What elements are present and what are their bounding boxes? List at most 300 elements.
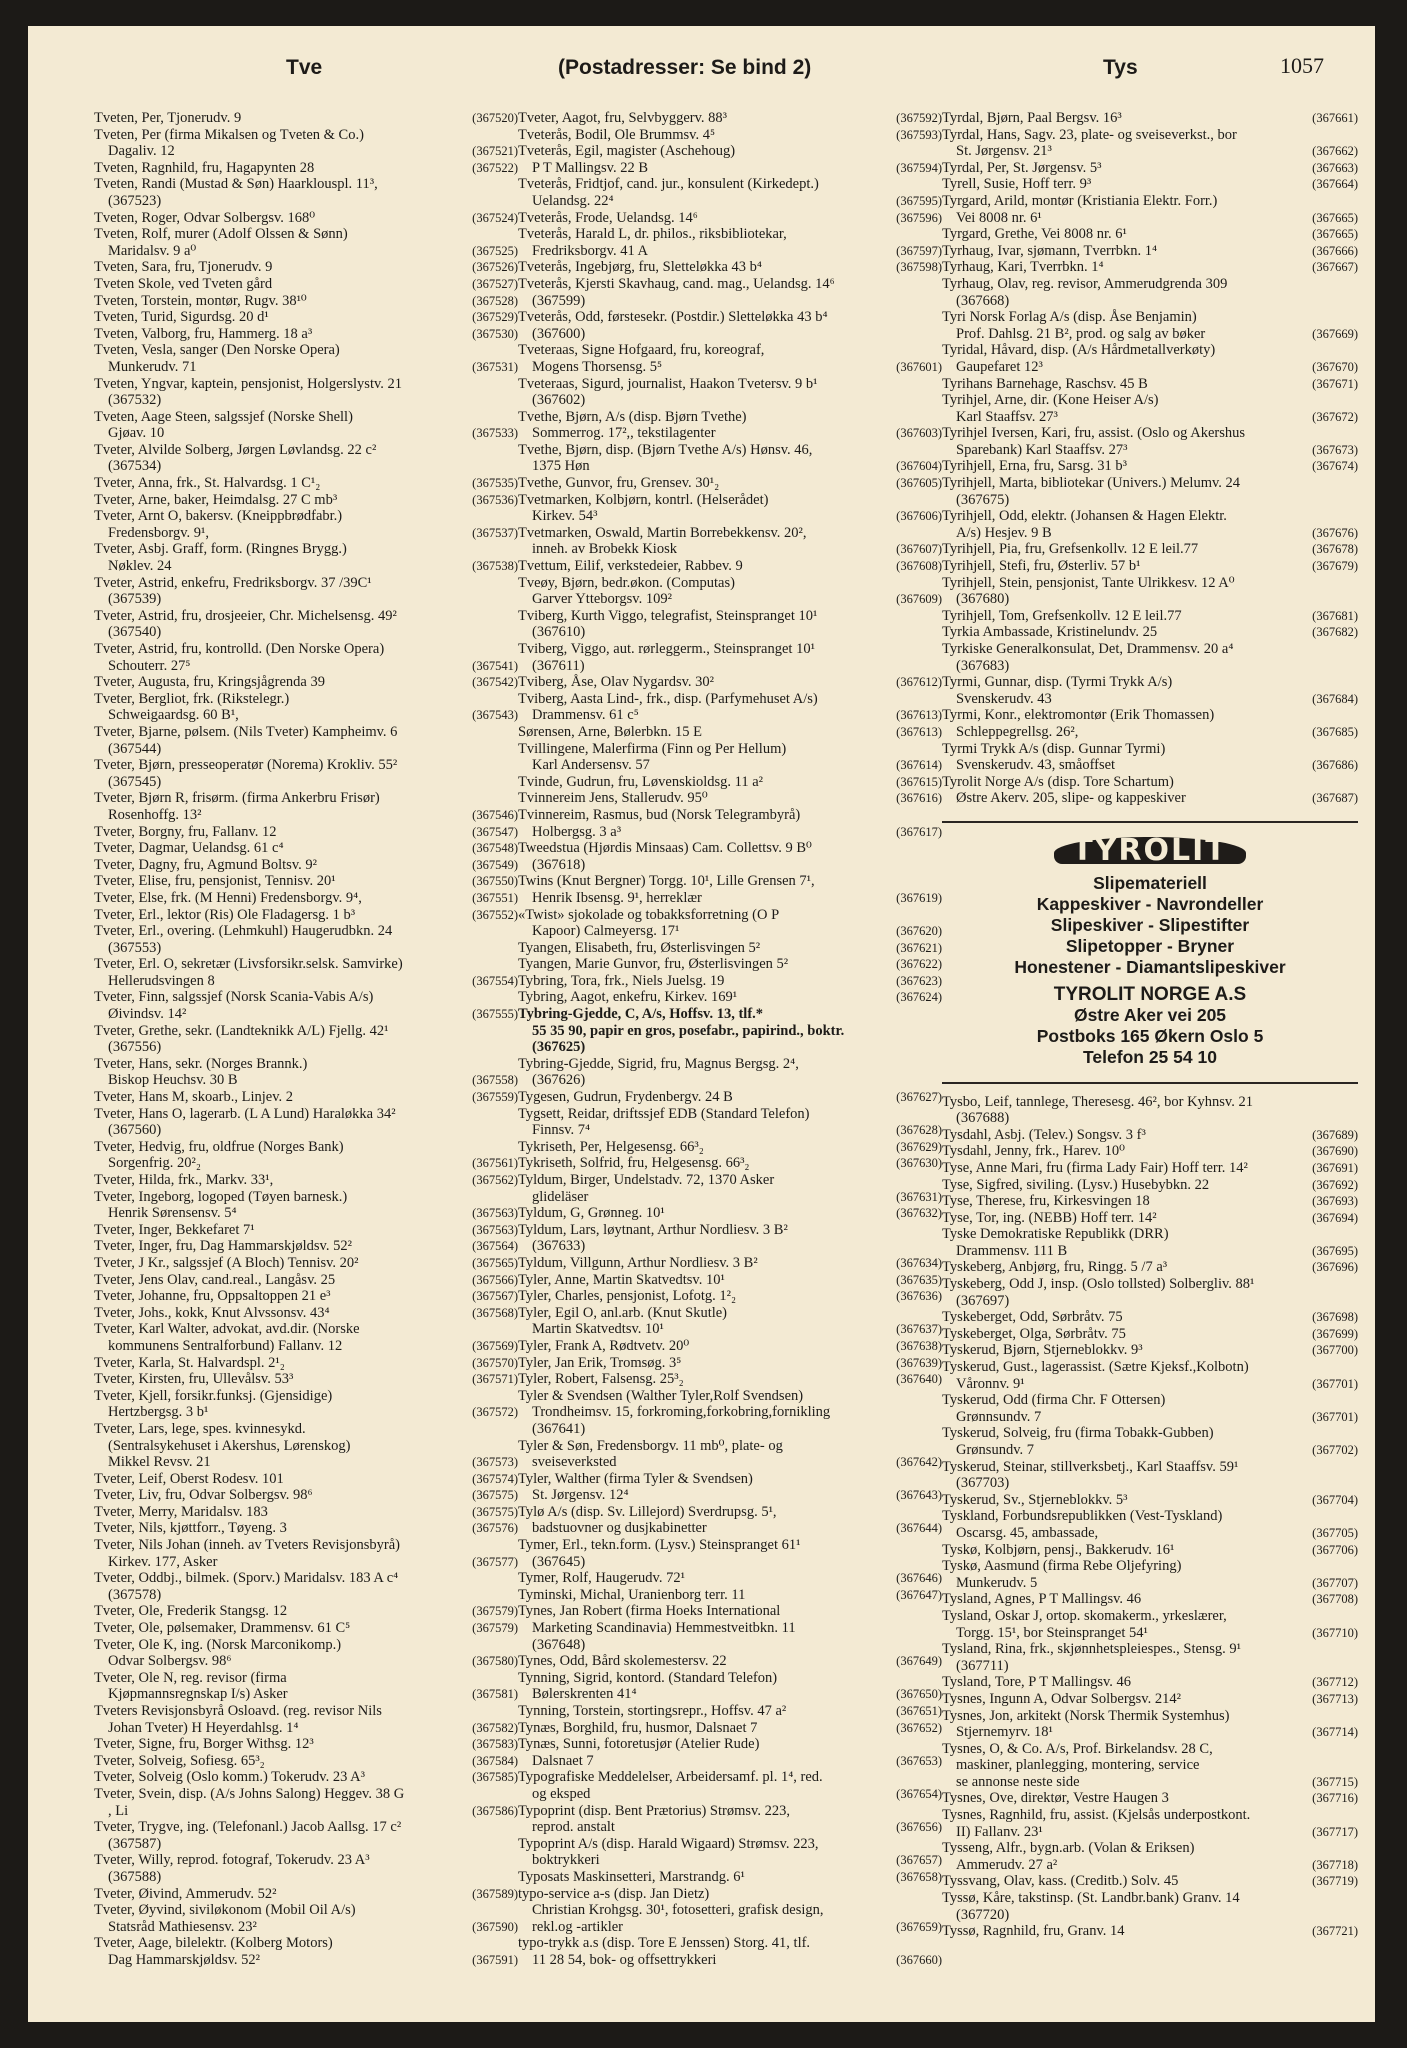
entry-line: Tyskerud, Steinar, stillverksbetj., Karl Staaffsv. 59¹ bbox=[942, 1458, 1239, 1475]
entry-line: Sparebank) Karl Staaffsv. 27³ bbox=[956, 441, 1128, 458]
entry-phone-number: (367613) bbox=[896, 708, 942, 723]
directory-entry bbox=[942, 1392, 1358, 1425]
entry-line: Tyskerud, Gust., lagerassist. (Sætre Kjeksf.,Kolbotn) bbox=[942, 1359, 1249, 1376]
directory-entry bbox=[94, 1736, 518, 1753]
ad-line: Honestener - Diamantslipeskiver bbox=[1014, 956, 1286, 977]
entry-line: Tyrmi Trykk A/s (disp. Gunnar Tyrmi) bbox=[942, 740, 1166, 757]
directory-entry bbox=[518, 1338, 942, 1355]
directory-entry bbox=[942, 1923, 1358, 1940]
entry-line: Tvethe, Gunvor, fru, Grensev. 30¹₂ bbox=[518, 475, 720, 492]
ad-address-line: Østre Aker vei 205 bbox=[1073, 1004, 1227, 1025]
directory-entry bbox=[942, 309, 1358, 342]
directory-entry bbox=[942, 276, 1358, 309]
entry-line: Dagaliv. 12 bbox=[108, 143, 175, 160]
entry-line: Tyse, Tor, ing. (NEBB) Hoff terr. 14² bbox=[942, 1209, 1157, 1226]
directory-entry bbox=[942, 624, 1358, 641]
directory-entry bbox=[518, 342, 942, 375]
entry-line: (367588) bbox=[108, 1868, 162, 1885]
directory-page bbox=[28, 26, 1375, 2022]
entry-line: (367539) bbox=[108, 591, 162, 608]
directory-entry bbox=[518, 409, 942, 442]
ad-line: Slipetopper - Bryner bbox=[1065, 935, 1235, 956]
directory-entry bbox=[518, 1272, 942, 1289]
directory-entry bbox=[94, 1321, 518, 1354]
entry-phone-number: (367567) bbox=[472, 1289, 518, 1304]
entry-line: Tveter, Borgny, fru, Fallanv. 12 bbox=[94, 823, 277, 840]
entry-phone-number: (367596) bbox=[896, 210, 942, 225]
directory-entry bbox=[94, 1023, 518, 1056]
directory-entry bbox=[942, 508, 1358, 541]
directory-entry bbox=[942, 1359, 1358, 1392]
directory-entry bbox=[518, 774, 942, 791]
entry-phone-number: (367528) bbox=[472, 293, 518, 308]
entry-phone-number: (367666) bbox=[1312, 243, 1358, 258]
entry-phone-number: (367579) bbox=[472, 1604, 518, 1619]
directory-entry bbox=[942, 458, 1358, 475]
entry-phone-number: (367671) bbox=[1312, 376, 1358, 391]
entry-line: Tveten, Sara, fru, Tjonerudv. 9 bbox=[94, 259, 273, 276]
entry-line: Tveten, Per (firma Mikalsen og Tveten & Co.) bbox=[94, 126, 364, 143]
directory-entry bbox=[518, 1172, 942, 1205]
entry-line: Tveten, Vesla, sanger (Den Norske Opera) bbox=[94, 342, 340, 359]
entry-line: Tysnes, Jon, arkitekt (Norsk Thermik Systemhus) bbox=[942, 1707, 1230, 1724]
entry-phone-number: (367667) bbox=[1312, 260, 1358, 275]
entry-line: (367599) bbox=[532, 292, 586, 309]
directory-entry bbox=[94, 475, 518, 492]
directory-entry bbox=[94, 1355, 518, 1372]
directory-entry bbox=[94, 1089, 518, 1106]
entry-phone-number: (367604) bbox=[896, 459, 942, 474]
directory-entry bbox=[518, 790, 942, 807]
entry-phone-number: (367699) bbox=[1312, 1326, 1358, 1341]
entry-line: Svenskerudv. 43, småoffset bbox=[956, 757, 1116, 774]
entry-line: Tynes, Jan Robert (firma Hoeks International bbox=[518, 1603, 781, 1620]
directory-entry bbox=[94, 127, 518, 160]
entry-phone-number: (367617) bbox=[896, 824, 942, 839]
directory-entry bbox=[94, 1520, 518, 1537]
entry-line: Tveter, Aage, bilelektr. (Kolberg Motors) bbox=[94, 1935, 333, 1952]
entry-line: «Twist» sjokolade og tobakksforretning (O P bbox=[518, 906, 780, 923]
entry-line: Tynæs, Borghild, fru, husmor, Dalsnaet 7 bbox=[518, 1719, 758, 1736]
entry-phone-number: (367573) bbox=[472, 1455, 518, 1470]
directory-entry bbox=[518, 1587, 942, 1604]
directory-entry bbox=[94, 1886, 518, 1903]
entry-phone-number: (367559) bbox=[472, 1090, 518, 1105]
directory-entry bbox=[518, 143, 942, 176]
entry-phone-number: (367550) bbox=[472, 874, 518, 889]
entry-line: Tyridal, Håvard, disp. (A/s Hårdmetallverkøty) bbox=[942, 342, 1216, 359]
entry-line: Tveter, Alvilde Solberg, Jørgen Løvlandsg. 22 c² bbox=[94, 441, 377, 458]
entry-phone-number: (367635) bbox=[896, 1272, 942, 1287]
entry-line: (367553) bbox=[108, 939, 162, 956]
entry-phone-number: (367583) bbox=[472, 1737, 518, 1752]
entry-line: Tyrmi, Gunnar, disp. (Tyrmi Trykk A/s) bbox=[942, 674, 1173, 691]
entry-line: Tyse, Sigfred, siviling. (Lysv.) Husebybkn. 22 bbox=[942, 1176, 1210, 1193]
entry-line: Tveter, Ole, Frederik Stangsg. 12 bbox=[94, 1603, 288, 1620]
directory-entry bbox=[942, 1160, 1358, 1177]
entry-phone-number: (367678) bbox=[1312, 542, 1358, 557]
entry-line: Garver Ytteborgsv. 109² bbox=[532, 591, 672, 608]
entry-line: Tveteraas, Signe Hofgaard, fru, koreograf, bbox=[518, 342, 765, 359]
entry-line: Tveter, Nils Johan (inneh. av Tveters Revisjonsbyrå) bbox=[94, 1537, 400, 1554]
entry-line: Tveter, Svein, disp. (A/s Johns Salong) Heggev. 38 G bbox=[94, 1785, 405, 1802]
entry-phone-number: (367719) bbox=[1312, 1874, 1358, 1889]
entry-phone-number: (367715) bbox=[1312, 1774, 1358, 1789]
directory-entry bbox=[94, 724, 518, 757]
directory-entry bbox=[942, 575, 1358, 608]
entry-line: Tveter, Erl. O, sekretær (Livsforsikr.selsk. Samvirke) bbox=[94, 956, 403, 973]
entry-line: Våronnv. 9¹ bbox=[956, 1375, 1025, 1392]
directory-entry bbox=[94, 575, 518, 608]
entry-line: Gaupefaret 12³ bbox=[956, 358, 1043, 375]
directory-entry bbox=[94, 1305, 518, 1322]
entry-line: Tveter, Hans M, skoarb., Linjev. 2 bbox=[94, 1089, 294, 1106]
entry-line: Tveter, Johanne, fru, Oppsaltoppen 21 e³ bbox=[94, 1288, 331, 1305]
entry-line: Tveter, Hans O, lagerarb. (L A Lund) Haraløkka 34² bbox=[94, 1105, 396, 1122]
entry-phone-number: (367603) bbox=[896, 426, 942, 441]
entry-line: Christian Krohgsg. 30¹, fotosetteri, grafisk design, bbox=[532, 1902, 824, 1919]
directory-entry bbox=[518, 973, 942, 990]
entry-line: Tveter, Oddbj., bilmek. (Sporv.) Maridalsv. 183 A c⁴ bbox=[94, 1570, 399, 1587]
entry-line: Kjøpmannsregnskap I/s) Asker bbox=[108, 1686, 288, 1703]
directory-entry bbox=[518, 442, 942, 475]
directory-entry bbox=[94, 1371, 518, 1388]
directory-entry bbox=[942, 1459, 1358, 1492]
entry-line: (367703) bbox=[956, 1475, 1010, 1492]
entry-line: Tvethe, Bjørn, disp. (Bjørn Tvethe A/s) Hønsv. 46, bbox=[518, 441, 813, 458]
entry-line: (367610) bbox=[532, 624, 586, 641]
directory-entry bbox=[942, 226, 1358, 243]
directory-entry bbox=[518, 940, 942, 957]
entry-line: , Li bbox=[108, 1802, 129, 1819]
entry-phone-number: (367632) bbox=[896, 1206, 942, 1221]
entry-line: Tveøy, Bjørn, bedr.økon. (Computas) bbox=[518, 574, 735, 591]
entry-phone-number: (367601) bbox=[896, 359, 942, 374]
entry-line: (367648) bbox=[532, 1636, 586, 1653]
entry-line: Karl Staaffsv. 27³ bbox=[956, 408, 1058, 425]
entry-phone-number: (367543) bbox=[472, 708, 518, 723]
directory-entry bbox=[518, 674, 942, 691]
entry-line: Tyler, Charles, pensjonist, Lofotg. 1²₂ bbox=[518, 1288, 737, 1305]
directory-entry bbox=[518, 840, 942, 873]
directory-entry bbox=[94, 326, 518, 343]
entry-line: se annonse neste side bbox=[956, 1773, 1080, 1790]
directory-entry bbox=[518, 1388, 942, 1438]
directory-entry bbox=[518, 1288, 942, 1305]
entry-phone-number: (367561) bbox=[472, 1156, 518, 1171]
entry-line: Tyskø, Kolbjørn, pensj., Bakkerudv. 16¹ bbox=[942, 1541, 1175, 1558]
entry-line: Øivindsv. 14² bbox=[108, 1006, 187, 1023]
entry-phone-number: (367613) bbox=[896, 724, 942, 739]
entry-line: Tveter, Kjell, forsikr.funksj. (Gjensidige) bbox=[94, 1387, 333, 1404]
directory-entry bbox=[94, 857, 518, 874]
entry-phone-number: (367530) bbox=[472, 326, 518, 341]
entry-phone-number: (367597) bbox=[896, 243, 942, 258]
entry-line: Tyske Demokratiske Republikk (DRR) bbox=[942, 1226, 1169, 1243]
entry-line: Tysnes, Ragnhild, fru, assist. (Kjelsås underpostkont. bbox=[942, 1807, 1251, 1824]
directory-entry bbox=[94, 1670, 518, 1703]
entry-line: Tyrdal, Per, St. Jørgensv. 5³ bbox=[942, 159, 1102, 176]
entry-line: Tveter, Inger, fru, Dag Hammarskjøldsv. 52² bbox=[94, 1238, 352, 1255]
directory-entry bbox=[942, 1542, 1358, 1559]
directory-entry bbox=[518, 1355, 942, 1372]
entry-line: Tveter, Johs., kokk, Knut Alvssonsv. 43⁴ bbox=[94, 1304, 330, 1321]
entry-phone-number: (367689) bbox=[1312, 1127, 1358, 1142]
entry-phone-number: (367712) bbox=[1312, 1675, 1358, 1690]
directory-entry bbox=[518, 1106, 942, 1139]
entry-line: Karl Andersensv. 57 bbox=[532, 757, 650, 774]
directory-entry bbox=[94, 226, 518, 259]
directory-entry bbox=[94, 492, 518, 509]
entry-phone-number: (367608) bbox=[896, 559, 942, 574]
entry-line: Finnsv. 7⁴ bbox=[532, 1122, 591, 1139]
entry-line: Tveter, Bjarne, pølsem. (Nils Tveter) Kampheimv. 6 bbox=[94, 723, 398, 740]
tyrolit-advertisement bbox=[942, 821, 1358, 1084]
directory-entry bbox=[94, 840, 518, 857]
page-header bbox=[28, 26, 1375, 86]
entry-phone-number: (367690) bbox=[1312, 1144, 1358, 1159]
entry-phone-number: (367591) bbox=[472, 1952, 518, 1967]
directory-entry bbox=[94, 674, 518, 691]
directory-entry bbox=[518, 226, 942, 259]
entry-line: Tveter, Solveig, Sofiesg. 65³₂ bbox=[94, 1752, 265, 1769]
entry-line: Grønsundv. 7 bbox=[956, 1442, 1035, 1458]
directory-entry bbox=[518, 276, 942, 309]
entry-phone-number: (367656) bbox=[896, 1820, 942, 1835]
entry-line: Tveter, J Kr., salgssjef (A Bloch) Tennisv. 20² bbox=[94, 1254, 359, 1271]
entry-line: Tveter, Astrid, fru, kontrolld. (Den Norske Opera) bbox=[94, 641, 385, 657]
entry-phone-number: (367643) bbox=[896, 1488, 942, 1503]
entry-line: Tveten, Randi (Mustad & Søn) Haarklouspl. 11³, bbox=[94, 176, 378, 193]
entry-line: Typografiske Meddelelser, Arbeidersamf. pl. 1⁴, red. bbox=[518, 1769, 823, 1786]
entry-phone-number: (367702) bbox=[1312, 1443, 1358, 1457]
entry-phone-number: (367653) bbox=[896, 1753, 942, 1768]
entry-line: St. Jørgensv. 21³ bbox=[956, 143, 1052, 160]
directory-entry bbox=[942, 1309, 1358, 1326]
directory-entry bbox=[942, 1890, 1358, 1923]
entry-line: Johan Tveter) H Heyerdahlsg. 1⁴ bbox=[108, 1719, 299, 1736]
entry-phone-number: (367522) bbox=[472, 160, 518, 175]
entry-line: Tyrihans Barnehage, Raschsv. 45 B bbox=[942, 375, 1148, 392]
entry-phone-number: (367575) bbox=[472, 1488, 518, 1503]
entry-phone-number: (367654) bbox=[896, 1786, 942, 1801]
directory-entry bbox=[94, 1487, 518, 1504]
entry-line: Tveters Revisjonsbyrå Osloavd. (reg. revisor Nils bbox=[94, 1703, 382, 1719]
entry-phone-number: (367589) bbox=[472, 1886, 518, 1901]
entry-phone-number: (367714) bbox=[1312, 1725, 1358, 1740]
entry-line: Tveter, Karla, St. Halvardspl. 2¹₂ bbox=[94, 1354, 285, 1371]
entry-phone-number: (367555) bbox=[472, 1007, 518, 1022]
entry-phone-number: (367581) bbox=[472, 1687, 518, 1702]
entry-line: Tveten, Valborg, fru, Hammerg. 18 a³ bbox=[94, 325, 313, 342]
directory-entry bbox=[94, 608, 518, 641]
directory-entry bbox=[942, 110, 1358, 127]
entry-line: (367618) bbox=[532, 856, 586, 873]
entry-phone-number: (367568) bbox=[472, 1305, 518, 1320]
entry-phone-number: (367593) bbox=[896, 127, 942, 142]
entry-line: 11 28 54, bok- og offsettrykkeri bbox=[532, 1951, 717, 1968]
directory-entry bbox=[518, 1371, 942, 1388]
entry-line: Tyssvang, Olav, kass. (Creditb.) Solv. 45 bbox=[942, 1873, 1179, 1890]
entry-line: Tveter, Dagny, fru, Agmund Boltsv. 9² bbox=[94, 856, 317, 873]
entry-line: Ammerudv. 27 a² bbox=[956, 1856, 1058, 1873]
directory-entry bbox=[518, 724, 942, 741]
directory-entry bbox=[94, 1769, 518, 1786]
directory-entry bbox=[518, 873, 942, 906]
entry-line: (367611) bbox=[532, 657, 585, 674]
directory-entry bbox=[942, 707, 1358, 740]
entry-phone-number: (367651) bbox=[896, 1704, 942, 1718]
entry-line: Tykriseth, Per, Helgesensg. 66³₂ bbox=[518, 1138, 704, 1155]
directory-entry bbox=[94, 276, 518, 293]
directory-entry bbox=[518, 575, 942, 608]
directory-entry bbox=[518, 1720, 942, 1737]
entry-line: Tyrmi, Konr., elektromontør (Erik Thomassen) bbox=[942, 707, 1215, 724]
directory-entry bbox=[942, 376, 1358, 393]
entry-line: Tysseng, Alfr., bygn.arb. (Volan & Eriksen) bbox=[942, 1840, 1195, 1857]
entry-line: Tvinde, Gudrun, fru, Løvenskioldsg. 11 a² bbox=[518, 773, 764, 790]
entry-phone-number: (367595) bbox=[896, 193, 942, 208]
entry-line: (367645) bbox=[532, 1553, 586, 1570]
directory-entry bbox=[94, 1288, 518, 1305]
directory-entry bbox=[518, 259, 942, 276]
entry-line: (367720) bbox=[956, 1906, 1010, 1923]
entry-line: (367626) bbox=[532, 1072, 586, 1089]
entry-line: Tveten, Roger, Odvar Solbergsv. 168⁰ bbox=[94, 209, 316, 226]
directory-entry bbox=[942, 774, 1358, 807]
listing-column-3 bbox=[942, 110, 1358, 2010]
entry-line: Tyrhaug, Olav, reg. revisor, Ammerudgrenda 309 bbox=[942, 275, 1228, 292]
entry-phone-number: (367634) bbox=[896, 1255, 942, 1270]
directory-entry bbox=[94, 293, 518, 310]
entry-line: Schweigaardsg. 60 B¹, bbox=[108, 707, 239, 724]
entry-line: Tvetmarken, Oswald, Martin Borrebekkensv. 20², bbox=[518, 524, 807, 541]
entry-line: Tveter, Ole, pølsemaker, Drammensv. 61 C⁵ bbox=[94, 1620, 351, 1637]
entry-phone-number: (367571) bbox=[472, 1372, 518, 1387]
entry-line: Tynning, Sigrid, kontord. (Standard Telefon) bbox=[518, 1669, 778, 1686]
entry-phone-number: (367692) bbox=[1312, 1177, 1358, 1192]
entry-line: (367680) bbox=[956, 591, 1010, 608]
directory-entry bbox=[942, 176, 1358, 193]
entry-line: Statsråd Mathiesensv. 23² bbox=[108, 1918, 257, 1935]
directory-entry bbox=[94, 691, 518, 724]
entry-line: Tyssø, Kåre, takstinsp. (St. Landbr.bank) Granv. 14 bbox=[942, 1890, 1240, 1907]
entry-phone-number: (367570) bbox=[472, 1355, 518, 1370]
entry-line: (367641) bbox=[532, 1420, 586, 1437]
entry-line: Tveter, Signe, fru, Borger Withsg. 12³ bbox=[94, 1736, 314, 1753]
directory-entry bbox=[94, 1172, 518, 1189]
directory-entry bbox=[942, 1641, 1358, 1674]
entry-line: Tveter, Merry, Maridalsv. 183 bbox=[94, 1503, 268, 1520]
entry-line: Tyrhaug, Kari, Tverrbkn. 1⁴ bbox=[942, 259, 1104, 276]
entry-line: Tviberg, Aasta Lind-, frk., disp. (Parfymehuset A/s) bbox=[518, 690, 818, 707]
entry-line: Henrik Ibsensg. 9¹, herreklær bbox=[532, 889, 702, 906]
entry-line: Tveten, Aage Steen, salgssjef (Norske Shell) bbox=[94, 408, 353, 425]
entry-line: Tybring-Gjedde, Sigrid, fru, Magnus Bergsg. 2⁴, bbox=[518, 1055, 799, 1072]
entry-line: typo-trykk a.s (disp. Tore E Jenssen) Storg. 41, tlf. bbox=[518, 1935, 811, 1952]
entry-line: Dag Hammarskjøldsv. 52² bbox=[108, 1951, 261, 1968]
ad-address-line: Telefon 25 54 10 bbox=[1083, 1046, 1217, 1067]
entry-line: Tyrgard, Arild, montør (Kristiania Elektr. Forr.) bbox=[942, 192, 1218, 209]
directory-entry bbox=[94, 1255, 518, 1272]
entry-phone-number: (367619) bbox=[896, 890, 942, 905]
entry-line: Nøklev. 24 bbox=[108, 558, 172, 575]
entry-line: (367532) bbox=[108, 392, 162, 409]
entry-phone-number: (367585) bbox=[472, 1770, 518, 1785]
entry-line: Tveter, Finn, salgssjef (Norsk Scania-Vabis A/s) bbox=[94, 989, 374, 1006]
directory-entry bbox=[518, 558, 942, 575]
entry-phone-number: (367658) bbox=[896, 1869, 942, 1884]
entry-phone-number: (367586) bbox=[472, 1803, 518, 1818]
entry-line: Tveterås, Harald L, dr. philos., riksbibliotekar, bbox=[518, 226, 787, 243]
directory-entry bbox=[942, 1094, 1358, 1127]
entry-phone-number: (367640) bbox=[896, 1372, 942, 1387]
directory-entry bbox=[518, 1222, 942, 1255]
ad-line: Slipemateriell bbox=[1093, 872, 1207, 893]
entry-line: Tveter, Hans, sekr. (Norges Brannk.) bbox=[94, 1055, 308, 1072]
directory-entry bbox=[942, 1873, 1358, 1890]
entry-line: Tveter, Else, frk. (M Henni) Fredensborgv. 9⁴, bbox=[94, 889, 362, 906]
entry-phone-number: (367660) bbox=[896, 1952, 942, 1967]
directory-entry bbox=[94, 176, 518, 209]
entry-line: Tyrgard, Grethe, Vei 8008 nr. 6¹ bbox=[942, 226, 1127, 243]
entry-phone-number: (367650) bbox=[896, 1687, 942, 1702]
listing-column-2 bbox=[518, 110, 942, 2010]
entry-phone-number: (367590) bbox=[472, 1919, 518, 1934]
entry-phone-number: (367569) bbox=[472, 1338, 518, 1353]
entry-line: Tveterås, Fridtjof, cand. jur., konsulent (Kirkedept.) bbox=[518, 176, 819, 193]
directory-entry bbox=[942, 1558, 1358, 1591]
entry-phone-number: (367628) bbox=[896, 1123, 942, 1138]
entry-line: Tyminski, Michal, Uranienborg terr. 11 bbox=[518, 1586, 746, 1603]
entry-line: Tyskeberg, Odd J, insp. (Oslo tollsted) Solbergliv. 88¹ bbox=[942, 1276, 1255, 1293]
entry-phone-number: (367579) bbox=[472, 1621, 518, 1636]
entry-line: Tyler, Jan Erik, Tromsøg. 3⁵ bbox=[518, 1354, 682, 1371]
entry-phone-number: (367707) bbox=[1312, 1575, 1358, 1590]
entry-line: Twins (Knut Bergner) Torgg. 10¹, Lille Grensen 7¹, bbox=[518, 873, 815, 890]
entry-phone-number: (367665) bbox=[1312, 227, 1358, 242]
entry-line: (367587) bbox=[108, 1835, 162, 1852]
entry-phone-number: (367700) bbox=[1312, 1343, 1358, 1358]
entry-phone-number: (367642) bbox=[896, 1455, 942, 1470]
directory-entry bbox=[94, 259, 518, 276]
entry-line: typo-service a-s (disp. Jan Dietz) bbox=[518, 1885, 710, 1902]
entry-line: Tyrell, Susie, Hoff terr. 9³ bbox=[942, 176, 1092, 193]
entry-phone-number: (367575) bbox=[472, 1504, 518, 1519]
directory-entry bbox=[518, 741, 942, 774]
directory-entry bbox=[94, 110, 518, 127]
entry-line: Tveter, Ole K, ing. (Norsk Marconikomp.) bbox=[94, 1636, 342, 1653]
entry-line: (367540) bbox=[108, 624, 162, 641]
entry-phone-number: (367607) bbox=[896, 542, 942, 557]
entry-line: II) Fallanv. 23¹ bbox=[956, 1823, 1043, 1840]
directory-entry bbox=[942, 1276, 1358, 1309]
entry-phone-number: (367564) bbox=[472, 1239, 518, 1254]
ad-line: Slipeskiver - Slipestifter bbox=[1050, 914, 1250, 935]
entry-phone-number: (367612) bbox=[896, 675, 942, 690]
entry-line: A/s) Hesjev. 9 B bbox=[956, 524, 1052, 541]
entry-line: Tyler, Robert, Falsensg. 25³₂ bbox=[518, 1371, 684, 1388]
page-number: 1057 bbox=[1280, 53, 1324, 78]
entry-line: Tviberg, Kurth Viggo, telegrafist, Steinspranget 10¹ bbox=[518, 607, 818, 624]
entry-line: Hellerudsvingen 8 bbox=[108, 972, 215, 989]
entry-line: Hertzbergsg. 3 b¹ bbox=[108, 1404, 209, 1421]
entry-line: Tymer, Rolf, Haugerudv. 72¹ bbox=[518, 1570, 685, 1587]
entry-line: Tveter, Solveig (Oslo komm.) Tokerudv. 23 A³ bbox=[94, 1769, 365, 1786]
entry-line: Trondheimsv. 15, forkroming,forkobring,fornikling bbox=[532, 1404, 831, 1421]
directory-entry bbox=[94, 1603, 518, 1620]
entry-line: Tveter, Lars, lege, spes. kvinnesykd. bbox=[94, 1420, 306, 1437]
